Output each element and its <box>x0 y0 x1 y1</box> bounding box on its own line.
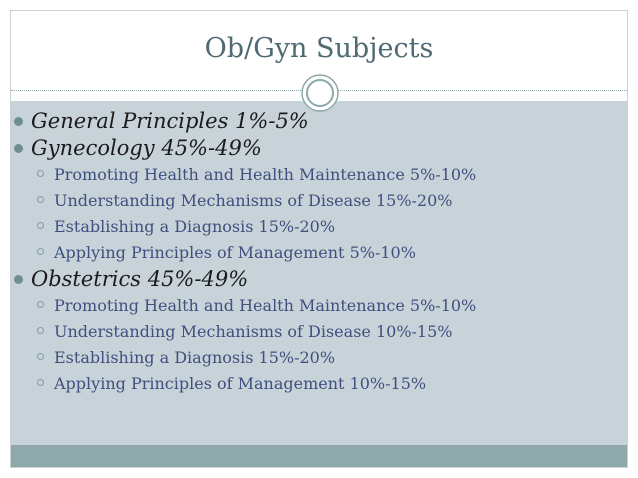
sub-list-item-text: Establishing a Diagnosis 15%-20% <box>54 217 336 236</box>
list-item-text: Gynecology 45%-49% <box>31 136 262 160</box>
ring-bullet-icon <box>37 222 44 229</box>
ring-bullet-icon <box>37 196 44 203</box>
sub-list-item <box>0 188 638 214</box>
ring-bullet-icon <box>37 353 44 360</box>
sub-list-item <box>0 293 638 319</box>
sub-list-item-text: Promoting Health and Health Maintenance 5%-10% <box>54 165 477 184</box>
sub-list-item-text: Promoting Health and Health Maintenance 5%-10% <box>54 296 477 315</box>
double-circle-ornament-icon <box>300 73 340 113</box>
sub-list-item-text: Establishing a Diagnosis 15%-20% <box>54 348 336 367</box>
sub-list-item-text: Applying Principles of Management 10%-15% <box>54 374 427 393</box>
filled-circle-bullet-icon <box>14 275 23 284</box>
sub-list-item <box>0 162 638 188</box>
slide-title: Ob/Gyn Subjects <box>204 33 434 64</box>
ring-bullet-icon <box>37 379 44 386</box>
bullet-list <box>0 108 638 397</box>
sub-list-item <box>0 214 638 240</box>
sub-list-item <box>0 319 638 345</box>
filled-circle-bullet-icon <box>14 117 23 126</box>
list-item <box>0 266 638 293</box>
list-item-text: General Principles 1%-5% <box>31 109 309 133</box>
ring-bullet-icon <box>37 327 44 334</box>
list-item <box>0 135 638 162</box>
ring-bullet-icon <box>37 170 44 177</box>
sub-list-item-text: Understanding Mechanisms of Disease 15%-20% <box>54 191 453 210</box>
sub-list-item <box>0 240 638 266</box>
filled-circle-bullet-icon <box>14 144 23 153</box>
sub-list-item-text: Applying Principles of Management 5%-10% <box>54 243 416 262</box>
sub-list-item <box>0 345 638 371</box>
list-item-text: Obstetrics 45%-49% <box>31 267 249 291</box>
ring-bullet-icon <box>37 248 44 255</box>
footer-bar <box>11 445 627 468</box>
ring-bullet-icon <box>37 301 44 308</box>
sub-list-item-text: Understanding Mechanisms of Disease 10%-15% <box>54 322 453 341</box>
sub-list-item <box>0 371 638 397</box>
